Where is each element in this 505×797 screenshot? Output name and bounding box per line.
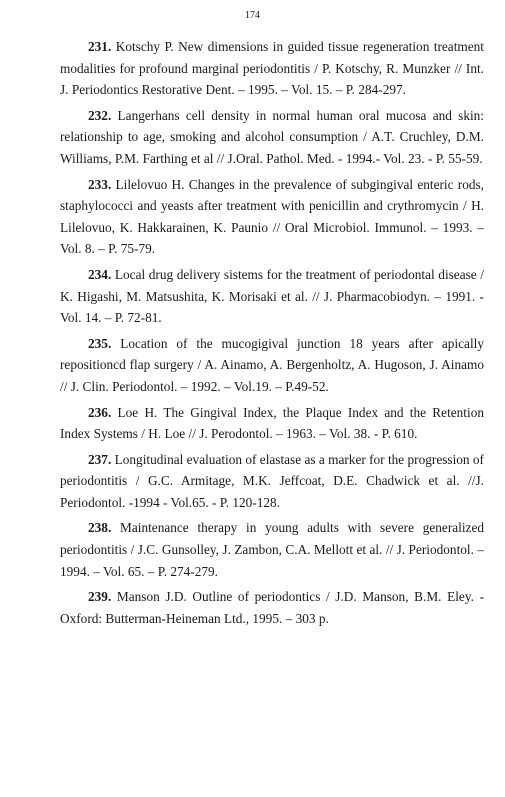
reference-number: 236.: [88, 404, 112, 420]
reference-text: Longitudinal evaluation of elastase as a marker for the progression of periodontitis / G.C. Armitage, M.K. Jeffcoat, D.E. Chadwick et al. //J. Periodontol. -1994 - Vol.65. - P. 120-128.: [60, 451, 484, 510]
reference-text: Lilelovuo H. Changes in the prevalence of subgingival enteric rods, staphylococci and yeasts after treatment with penicillin and crythromycin / H. Lilelovuo, K. Hakkarainen, K. Paunio // Oral Microbiol. Immunol. – 1993. – Vol. 8. – P. 75-79.: [60, 176, 484, 257]
reference-item: [60, 333, 484, 398]
reference-number: 232.: [88, 107, 112, 123]
reference-item: [60, 36, 484, 101]
reference-item: [60, 264, 484, 329]
page-number: 174: [245, 10, 260, 21]
reference-list: [60, 36, 484, 633]
reference-text: Local drug delivery sistems for the treatment of periodontal disease / K. Higashi, M. Matsushita, K. Morisaki et al. // J. Pharmacobiodyn. – 1991. - Vol. 14. – P. 72-81.: [60, 266, 484, 326]
reference-text: Location of the mucogigival junction 18 years after apically repositioncd flap surgery / A. Ainamo, A. Bergenholtz, A. Hugoson, J. Ainamo // J. Clin. Periodontol. – 1992. – Vol.19. – P.49-52.: [60, 335, 484, 394]
reference-item: [60, 402, 484, 445]
reference-text: Loe H. The Gingival Index, the Plaque Index and the Retention Index Systems / H. Loe // J. Perodontol. – 1963. – Vol. 38. - P. 610.: [60, 404, 484, 442]
reference-number: 239.: [88, 589, 112, 605]
reference-item: [60, 586, 484, 629]
reference-text: Maintenance therapy in young adults with severe generalized periodontitis / J.C. Gunsolley, J. Zambon, C.A. Mellott et al. // J. Periodontol. – 1994. – Vol. 65. – P. 274-279.: [60, 520, 484, 579]
reference-number: 233.: [88, 176, 112, 192]
reference-text: Kotschy P. New dimensions in guided tissue regeneration treatment modalities for profound marginal periodontitis / P. Kotschy, R. Munzker // Int. J. Periodontics Restorative Dent. – 1995. – Vol. 15. – P. 284-297.: [60, 39, 484, 98]
reference-number: 231.: [88, 39, 112, 54]
reference-item: [60, 449, 484, 514]
reference-item: [60, 174, 484, 260]
reference-number: 237.: [88, 451, 112, 467]
reference-item: [60, 517, 484, 582]
reference-text: Manson J.D. Outline of periodontics / J.D. Manson, B.M. Eley. - Oxford: Butterman-Heineman Ltd., 1995. – 303 p.: [60, 589, 484, 626]
reference-text: Langerhans cell density in normal human oral mucosa and skin: relationship to age, smoking and alcohol consumption / A.T. Cruchley, D.M. Williams, P.M. Farthing et al // J.Oral. Pathol. Med. - 1994.- Vol. 23. - P. 55-59.: [60, 107, 485, 166]
reference-item: [60, 105, 484, 170]
reference-number: 238.: [88, 520, 112, 536]
reference-number: 235.: [88, 335, 112, 351]
reference-number: 234.: [88, 266, 112, 282]
